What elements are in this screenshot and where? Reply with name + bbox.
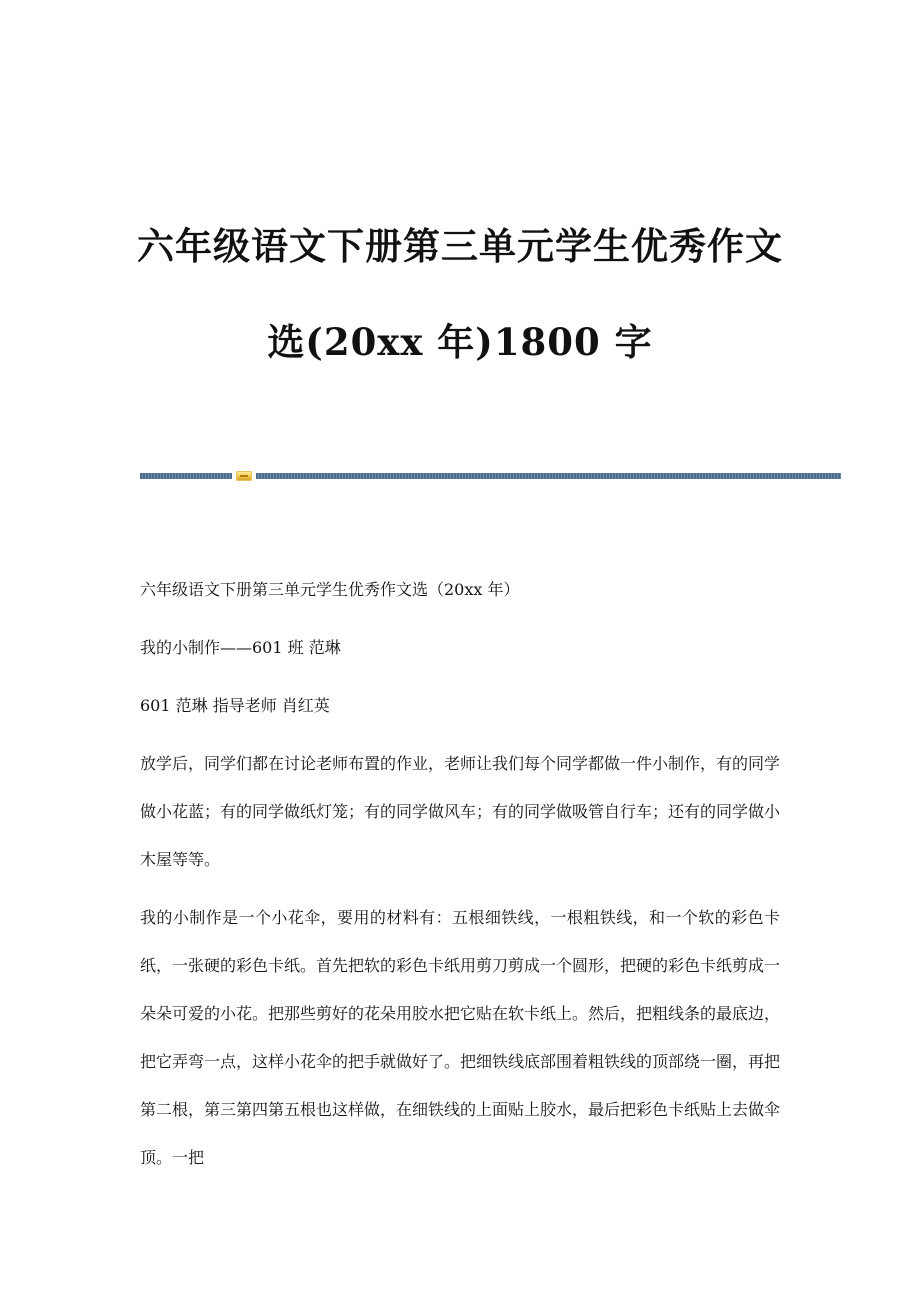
paragraph-author: 601 范琳 指导老师 肖红英 [140,696,330,715]
paragraph-main: 我的小制作是一个小花伞，要用的材料有：五根细铁线，一根粗铁线，和一个软的彩色卡纸，一张硬的彩色卡纸。首先把软的彩色卡纸用剪刀剪成一个圆形，把硬的彩色卡纸剪成一朵朵可爱的小花。把那些剪好的花朵用胶水把它贴在软卡纸上。然后，把粗线条的最底边，把它弄弯一点，这样小花伞的把手就做好了。把细铁线底部围着粗铁线的顶部绕一圈，再把第二根，第三第四第五根也这样做，在细铁线的上面贴上胶水，最后把彩色卡纸贴上去做伞顶。一把 [140,908,781,1167]
title-divider [140,471,841,481]
document-title-line-2: 选(20xx 年)1800 字 [267,320,653,364]
paragraph-subtitle: 我的小制作——601 班 范琳 [140,638,341,657]
divider-bar-left [140,473,232,479]
paragraph-heading: 六年级语文下册第三单元学生优秀作文选（20xx 年） [140,580,520,599]
divider-bar-right [256,473,841,479]
divider-ornament-icon [236,471,252,481]
document-body [140,566,780,1182]
document-title-line-1: 六年级语文下册第三单元学生优秀作文 [137,224,783,268]
paragraph-intro: 放学后，同学们都在讨论老师布置的作业，老师让我们每个同学都做一件小制作，有的同学做小花蓝；有的同学做纸灯笼；有的同学做风车；有的同学做吸管自行车；还有的同学做小木屋等等。 [140,754,781,869]
